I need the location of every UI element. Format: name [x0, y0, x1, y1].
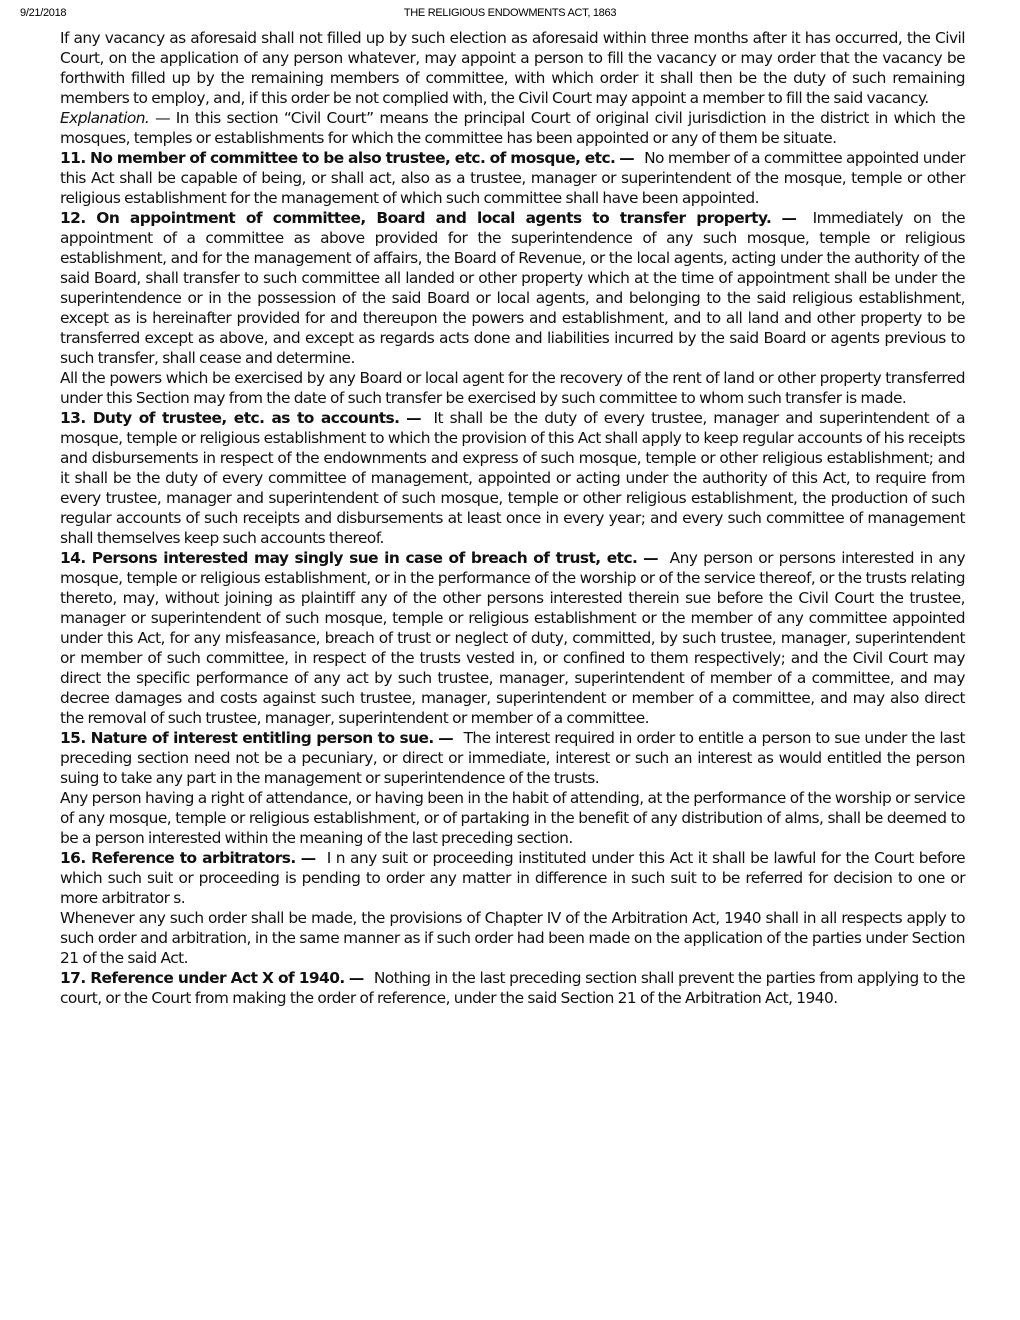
section-16: [60, 848, 965, 908]
section-15-paragraph-2: Any person having a right of attendance, or having been in the habit of attending, at the performance of the worship or service of any mosque, temple or religious establishment, or of partaking in the benefit of any distribution of alms, shall be deemed to be a person interested within the meaning of the last preceding section.: [60, 789, 965, 847]
section-text: The interest required in order to entitle a person to sue under the last preceding section need not be a pecuniary, or direct or immediate, interest or such an interest as would entitled the person suing to take any part in the management or superintendence of the trusts.: [60, 729, 965, 787]
section-dash: —: [406, 409, 421, 427]
document-body: [60, 28, 965, 1008]
document-title: THE RELIGIOUS ENDOWMENTS ACT, 1863: [403, 7, 617, 19]
section-12: [60, 208, 965, 368]
section-heading: 17. Reference under Act X of 1940.: [60, 969, 345, 987]
section-12-paragraph-2: All the powers which be exercised by any Board or local agent for the recovery of the rent of land or other property transferred under this Section may from the date of such transfer be exercised by such committee to whom such transfer is made.: [60, 369, 965, 407]
section-text: Any person or persons interested in any mosque, temple or religious establishment, or in the performance of the worship or of the service thereof, or the trusts relating thereto, may, without joining as plaintiff any of the other persons interested therein sue before the Civil Court the trustee, manager or superintendent of such mosque, temple or religious establishment or the member of any committee appointed under this Act, for any misfeasance, breach of trust or neglect of duty, committed, by such trustee, manager, superintendent or member of such committee, in respect of the trusts vested in, or confined to them respectively; and the Civil Court may direct the specific performance of any act by such trustee, manager, superintendent of member of a committee, and may decree damages and costs against such trustee, manager, superintendent or member of a committee, and may also direct the removal of such trustee, manager, superintendent or member of a committee.: [60, 549, 966, 727]
section-14: [60, 548, 965, 728]
section-15: [60, 728, 965, 788]
section-heading: 15. Nature of interest entitling person to sue.: [60, 729, 434, 747]
section-dash: —: [781, 209, 797, 227]
explanation-dash: —: [155, 109, 170, 127]
section-dash: —: [348, 969, 364, 987]
section-text: It shall be the duty of every trustee, manager and superintendent of a mosque, temple or religious establishment to which the provision of this Act shall apply to keep regular accounts of his receipts and disbursements in respect of the endownments and express of such mosque, temple or other religious establishment; and it shall be the duty of every committee of management, appointed or acting under the authority of this Act, to require from every trustee, manager and superintendent of such mosque, temple or other religious establishment, the production of such regular accounts of such receipts and disbursements at least once in every year; and every such committee of management shall themselves keep such accounts thereof.: [60, 409, 965, 547]
explanation-text: In this section “Civil Court” means the principal Court of original civil jurisdiction in the district in which the mosques, temples or establishments for which the committee has been appointed or any of them be situate.: [60, 109, 965, 147]
section-dash: —: [643, 549, 658, 567]
explanation-label: Explanation.: [60, 109, 150, 127]
section-dash: —: [300, 849, 316, 867]
section-16-paragraph-2: Whenever any such order shall be made, the provisions of Chapter IV of the Arbitration Act, 1940 shall in all respects apply to such order and arbitration, in the same manner as if such order had been made on the application of the parties under Section 21 of the said Act.: [60, 909, 965, 967]
section-text: Immediately on the appointment of a committee as above provided for the superintendence of any such mosque, temple or religious establishment, and for the management of affairs, the Board of Revenue, or the local agents, acting under the authority of the said Board, shall transfer to such committee all landed or other property which at the time of appointment shall be under the superintendence or in the possession of the said Board or local agents, and belonging to the said religious establishment, except as is hereinafter provided for and thereupon the powers and establishment, and to all land and other property to be transferred except as above, and except as regards acts done and liabilities incurred by the said Board or agents previous to such transfer, shall cease and determine.: [60, 209, 966, 367]
section-heading: 14. Persons interested may singly sue in case of breach of trust, etc.: [60, 549, 638, 567]
section-heading: 16. Reference to arbitrators.: [60, 849, 296, 867]
section-text: I n any suit or proceeding instituted under this Act it shall be lawful for the Court before which such suit or proceeding is pending to order any matter in difference in such suit to be referred for decision to one or more arbitrator s.: [60, 849, 966, 907]
section-text: Nothing in the last preceding section shall prevent the parties from applying to the court, or the Court from making the order of reference, under the said Section 21 of the Arbitration Act, 1940.: [60, 969, 966, 1007]
section-text: No member of a committee appointed under this Act shall be capable of being, or shall act, also as a trustee, manager or superintendent of the mosque, temple or other religious establishment for the management of which such committee shall have been appointed.: [60, 149, 966, 207]
print-header: [0, 7, 1020, 23]
section-11: [60, 148, 965, 208]
section-13: [60, 408, 965, 548]
section-heading: 12. On appointment of committee, Board and local agents to transfer property.: [60, 209, 772, 227]
section-heading: 13. Duty of trustee, etc. as to accounts.: [60, 409, 400, 427]
section-17: [60, 968, 965, 1008]
section-dash: —: [438, 729, 454, 747]
print-date: 9/21/2018: [20, 7, 67, 19]
section-heading: 11. No member of committee to be also trustee, etc. of mosque, etc.: [60, 149, 616, 167]
intro-paragraph: If any vacancy as aforesaid shall not filled up by such election as aforesaid within three months after it has occurred, the Civil Court, on the application of any person whatever, may appoint a person to fill the vacancy or may order that the vacancy be forthwith filled up by the remaining members of committee, with which order it shall then be the duty of such remaining members to employ, and, if this order be not complied with, the Civil Court may appoint a member to fill the said vacancy.: [60, 29, 965, 107]
section-dash: —: [619, 149, 635, 167]
explanation-paragraph: [60, 108, 965, 148]
